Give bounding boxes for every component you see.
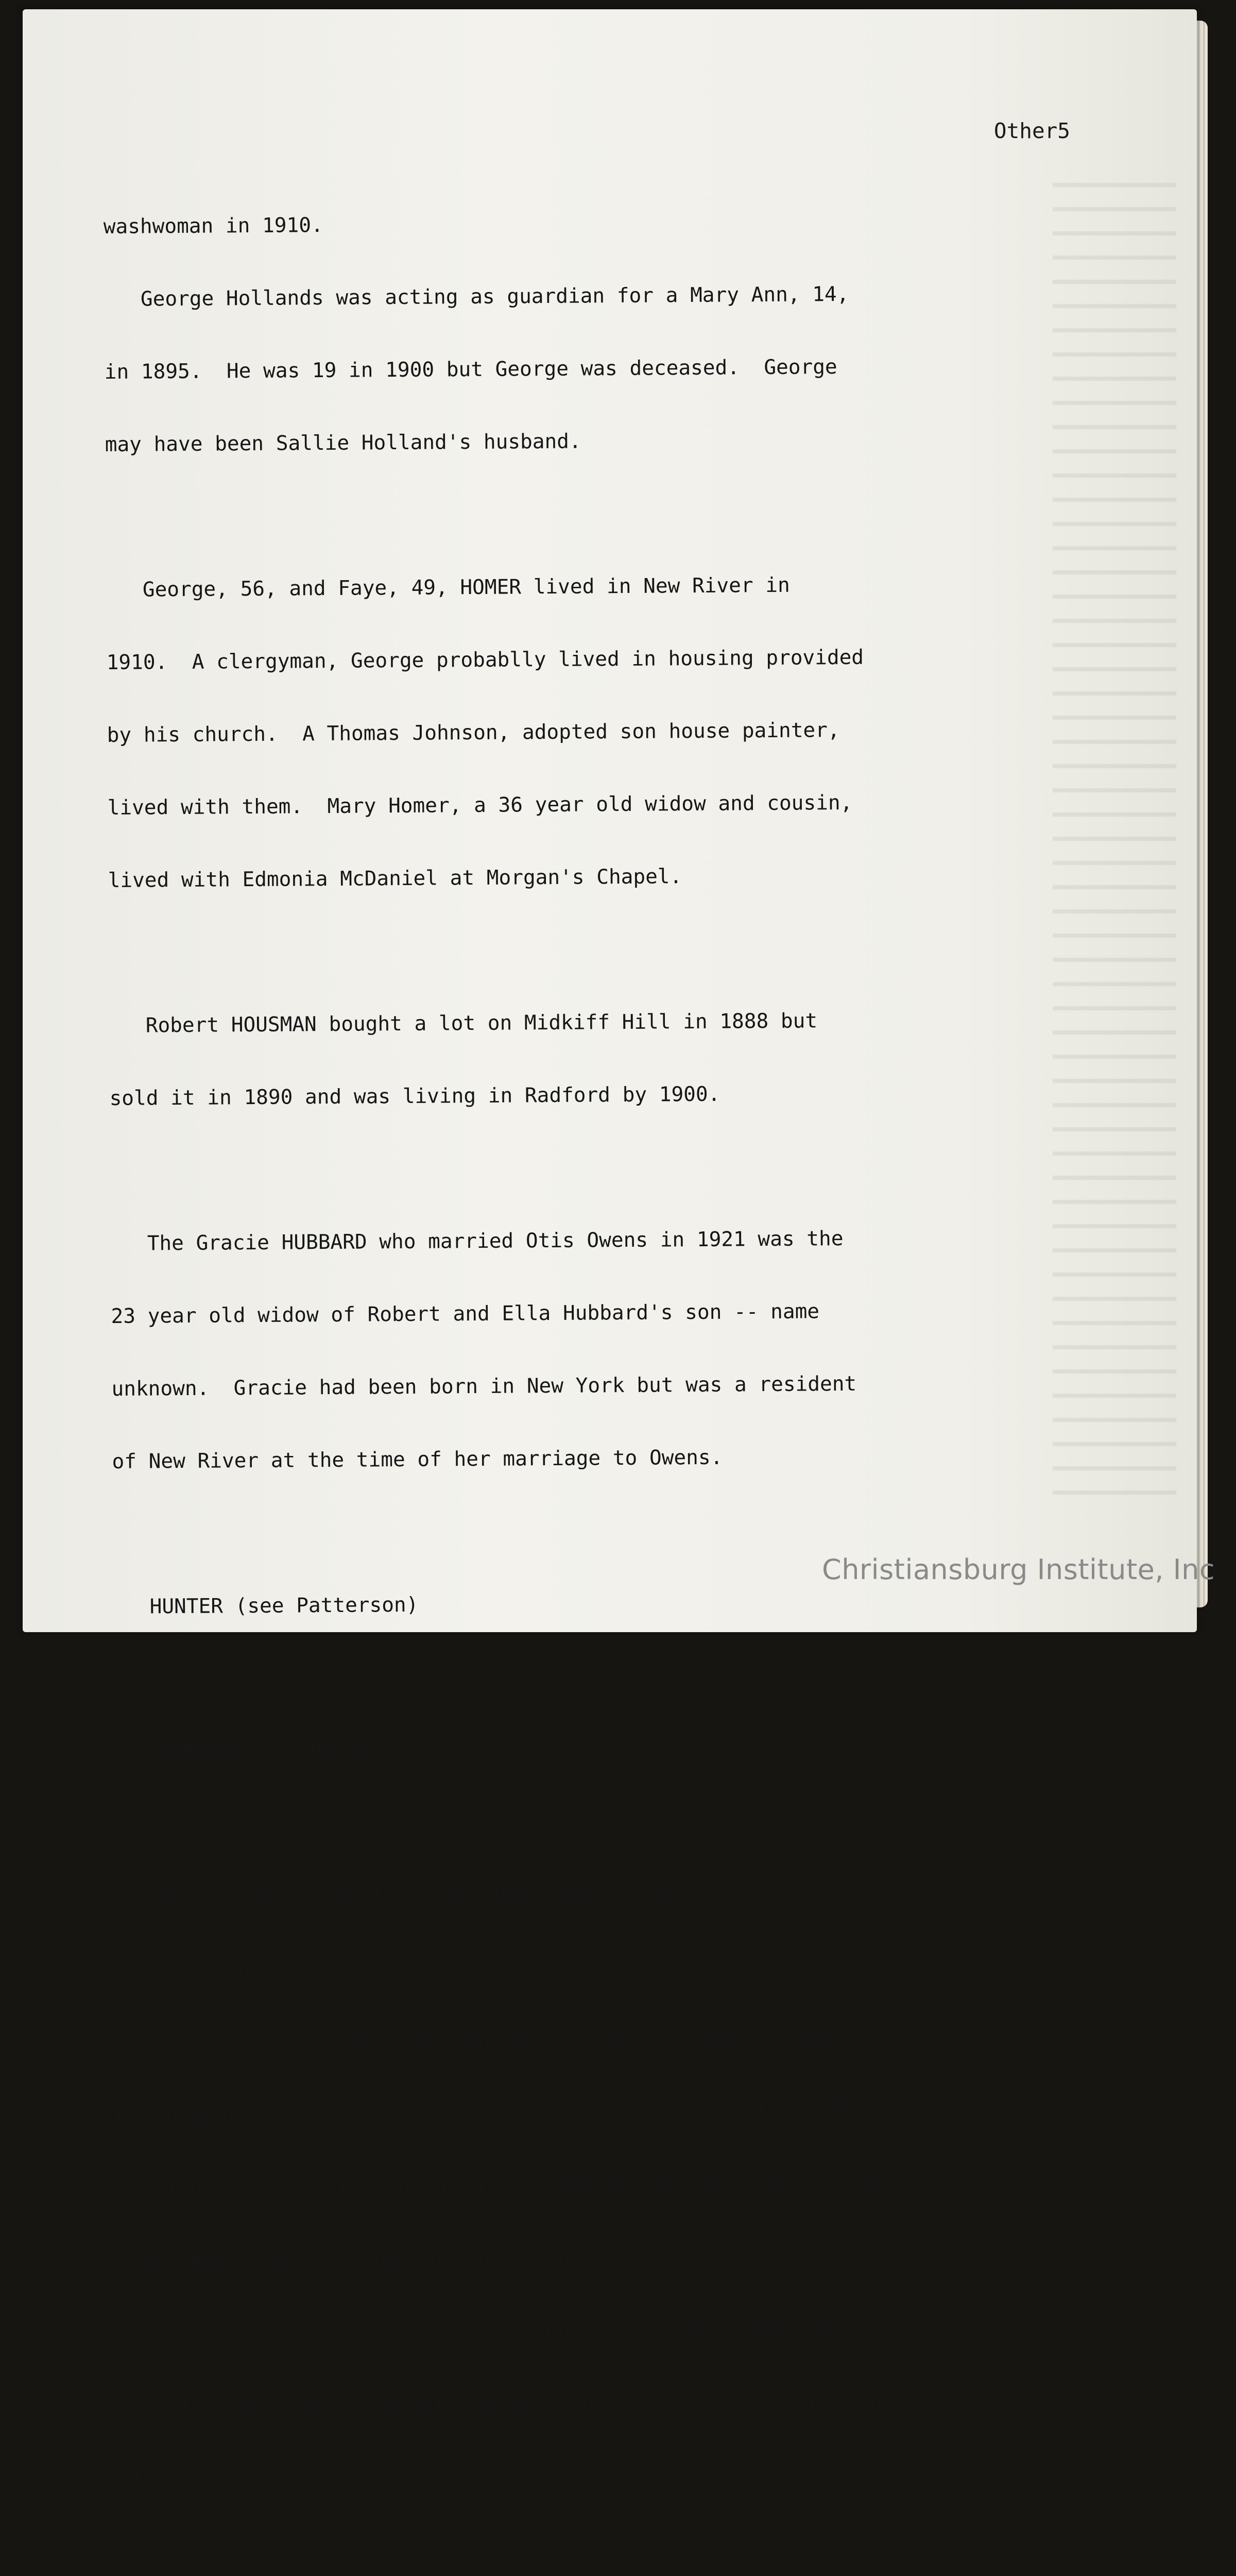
document-page — [23, 9, 1197, 2490]
paragraph — [115, 1830, 1144, 2539]
paragraph — [114, 1685, 1140, 1813]
text-line: 23 year old widow of Robert and Ella Hubbard's son -- name — [111, 1299, 820, 1328]
paragraph — [110, 1176, 1138, 1522]
text-line: lived with them. Mary Homer, a 36 year old widow and cousin, — [107, 790, 853, 820]
text-line: 1910. A clergyman, George probablly lived in housing provided — [106, 645, 864, 674]
text-line: lived with Edmonia McDaniel at Morgan's Chapel. — [108, 865, 682, 892]
text-line: of New River at the time of her marriage to Owens. — [112, 1445, 723, 1473]
text-line: leaving him with five children -- although the two oldest, both — [117, 2171, 887, 2200]
text-line: Born in North Carolina, Ed JONES registered to vote in — [115, 1880, 812, 1909]
text-line: Robert HOUSMAN bought a lot on Midkiff Hill in 1888 but — [109, 1009, 818, 1038]
text-line: Floyd. — [119, 2466, 193, 2490]
paragraph — [119, 2532, 1150, 2576]
watermark: Christiansburg Institute, Inc — [822, 1553, 1215, 1586]
text-line: 1902, at which time he had lived in Virginia (and the New River — [115, 1953, 885, 1982]
text-line: George Hollands was acting as guardian for a Mary Ann, 14, — [104, 282, 849, 311]
text-line: George, 56, and Faye, 49, HOMER lived in New River in — [106, 573, 790, 602]
text-line: by his church. A Thomas Johnson, adopted son house painter, — [107, 718, 840, 747]
text-line: district) for 13 years. He worked for the railroad in 1900, — [116, 2025, 849, 2055]
paragraph — [109, 958, 1135, 1159]
text-line: unknown. Gracie had been born in New York but was a resident — [111, 1371, 857, 1401]
text-line: boys, may have left home by then. In 1900 Rosa Jones, 41, also — [117, 2243, 887, 2273]
text-line: lived with the family, as did four boarders. Jones may have — [118, 2316, 851, 2345]
paragraph — [103, 159, 1130, 505]
text-line: in 1895. He was 19 in 1900 but George was deceased. George — [104, 355, 837, 384]
text-line: JOHNSON (see Holmes) — [114, 1738, 396, 1764]
page-number: Other5 — [993, 118, 1070, 143]
paragraph — [106, 522, 1134, 941]
body-text — [103, 159, 1157, 2576]
text-line: sold it in 1890 and was living in Radford by 1900. — [109, 1082, 720, 1110]
text-line: HUNTER (see Patterson) — [113, 1592, 419, 1619]
text-line: washwoman in 1910. — [103, 213, 323, 239]
text-line: may have been Sallie Holland's husband. — [105, 429, 581, 456]
text-line: actually operated a boarding house. Ed later married Henry Ann — [118, 2388, 888, 2418]
text-line: The Gracie HUBBARD who married Otis Owens in 1921 was the — [110, 1227, 844, 1256]
text-line: but operated his own barber shop in 1910. Eliza died in 1906, — [116, 2098, 874, 2127]
